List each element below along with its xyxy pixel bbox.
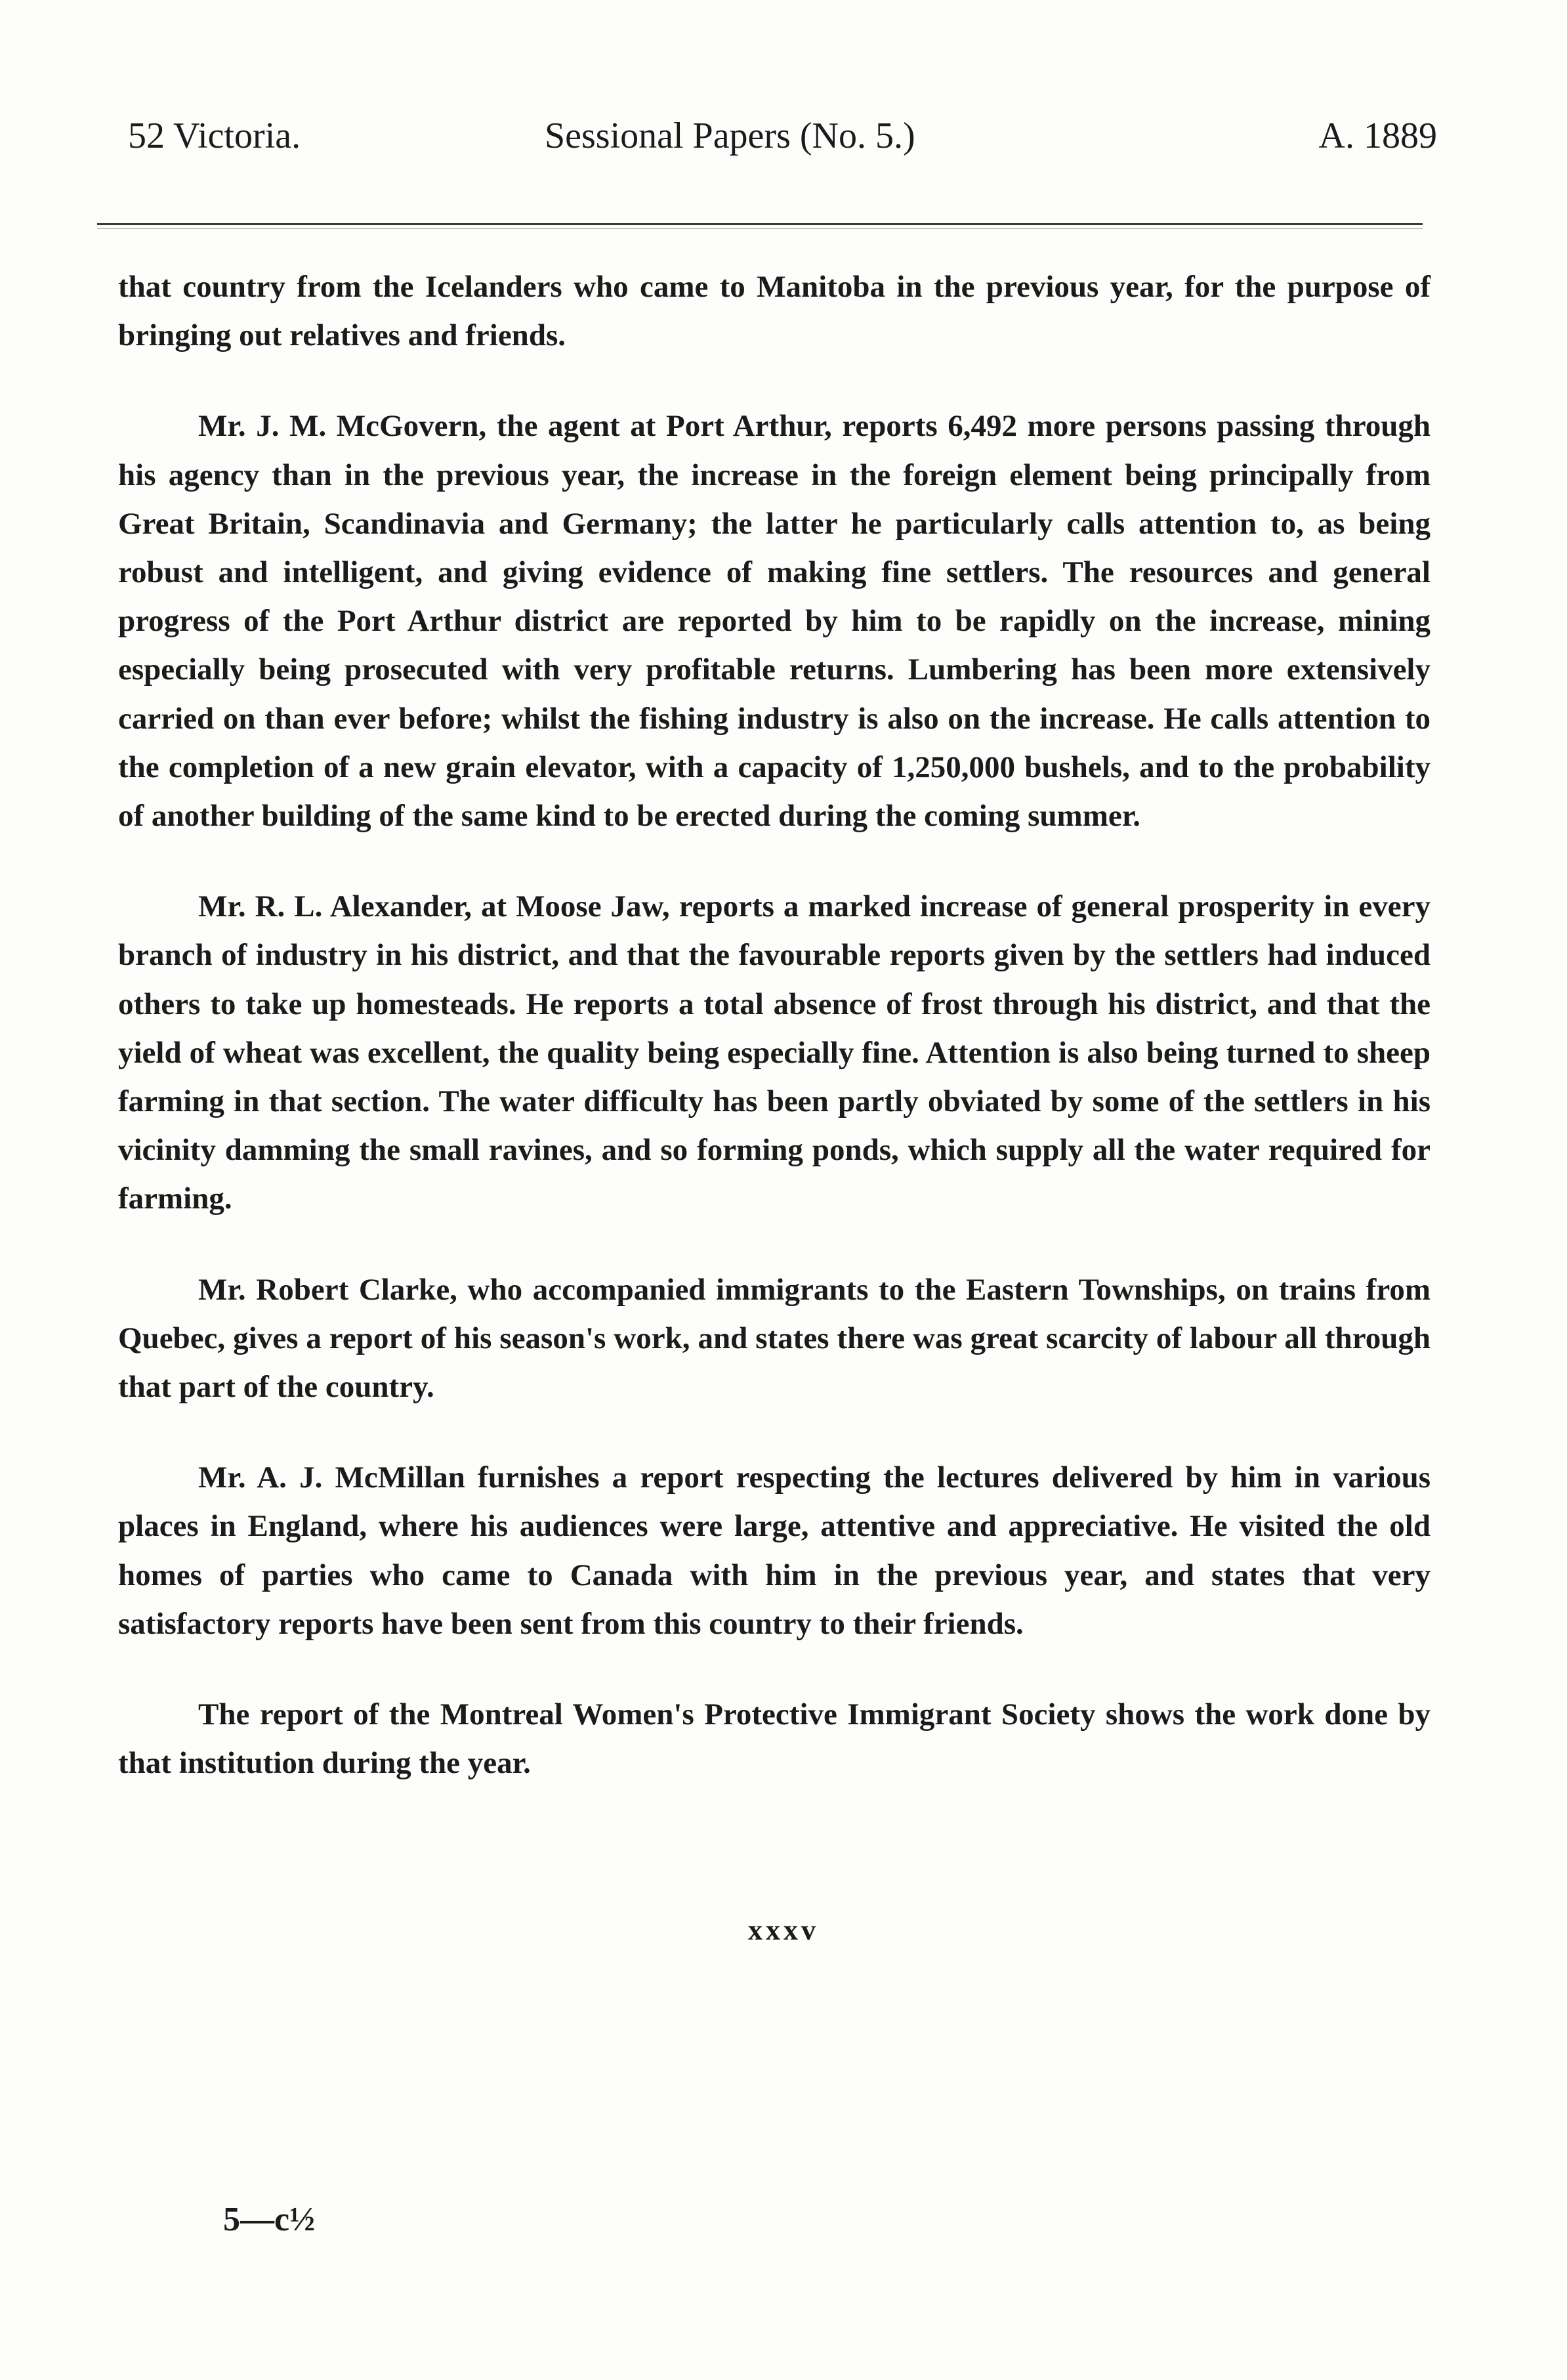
running-header [128,113,1437,159]
header-year: A. 1889 [1318,116,1437,156]
header-session: 52 Victoria. [128,116,301,156]
paragraph-continuation: that country from the Icelanders who came to Manitoba in the previous year, for the purpose of bringing out relatives and friends. [118,270,1431,353]
header-rule-thin [97,228,1423,229]
page-folio: xxxv [748,1914,819,1946]
printer-signature: 5—c½ [223,2201,316,2238]
body-text [118,263,1431,1829]
header-rule [97,223,1423,225]
paragraph-mcgovern: Mr. J. M. McGovern, the agent at Port Arthur, reports 6,492 more persons passing through his agency than in the previous year, the increase in the foreign element being principally from Great Britain, Scandinavia and Germany; the latter he particularly calls attention to, as being robust and intelligent, and giving evidence of making fine settlers. The resources and general progress of the Port Arthur district are reported by him to be rapidly on the increase, mining especially being prosecuted with very profitable returns. Lumbering has been more extensively carried on than ever before; whilst the fishing industry is also on the increase. He calls attention to the completion of a new grain elevator, with a capacity of 1,250,000 bushels, and to the probability of another building of the same kind to be erected during the coming summer. [118,409,1431,834]
header-title: Sessional Papers (No. 5.) [545,116,915,156]
paragraph-montreal-society: The report of the Montreal Women's Protective Immigrant Society shows the work done by that institution during the year. [118,1697,1431,1781]
paragraph-mcmillan: Mr. A. J. McMillan furnishes a report respecting the lectures delivered by him in various places in England, where his audiences were large, attentive and appreciative. He visited the old homes of parties who came to Canada with him in the previous year, and states that very satisfactory reports have been sent from this country to their friends. [118,1460,1431,1641]
paragraph-clarke: Mr. Robert Clarke, who accompanied immigrants to the Eastern Townships, on trains from Quebec, gives a report of his season's work, and states there was great scarcity of labour all through that part of the country. [118,1272,1431,1405]
paragraph-alexander: Mr. R. L. Alexander, at Moose Jaw, reports a marked increase of general prosperity in every branch of industry in his district, and that the favourable reports given by the settlers had induced others to take up homesteads. He reports a total absence of frost through his district, and that the yield of wheat was excellent, the quality being especially fine. Attention is also being turned to sheep farming in that section. The water difficulty has been partly obviated by some of the settlers in his vicinity damming the small ravines, and so forming ponds, which supply all the water required for farming. [118,889,1431,1216]
